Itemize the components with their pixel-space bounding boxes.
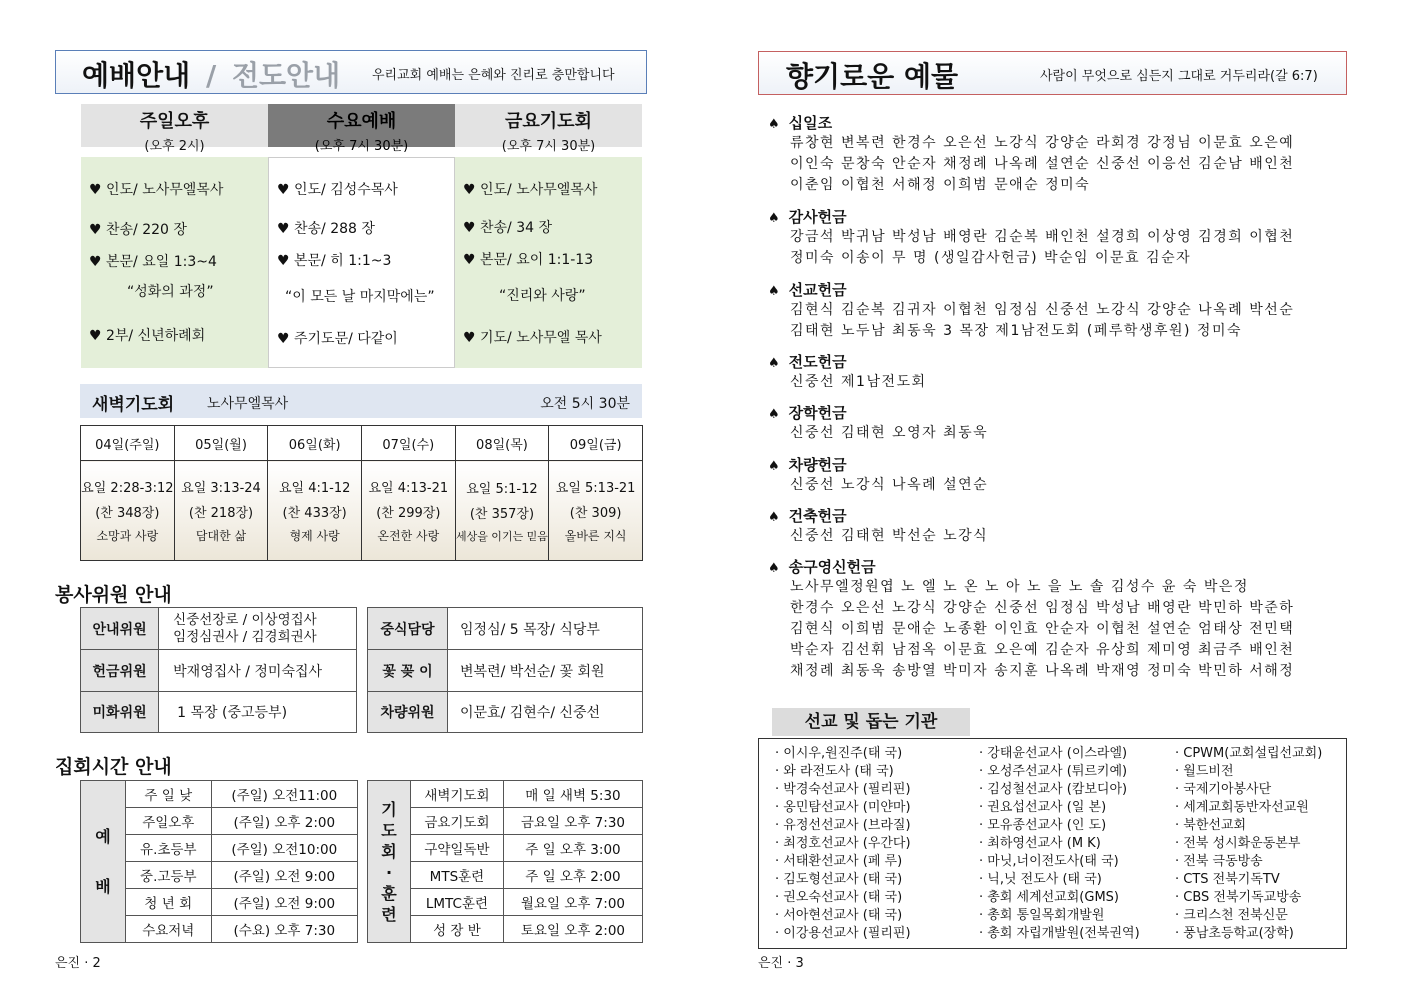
meeting-name: LMTC훈련 [411, 889, 504, 916]
mission-item: · 유정선선교사 (브라질) [775, 818, 911, 833]
offering-heading: 송구영신헌금 [788, 558, 876, 576]
meeting-time: 주 일 오후 2:00 [503, 862, 642, 889]
dawn-prayer-leader: 노사무엘목사 [207, 396, 289, 412]
mission-item: · 옹민탐선교사 (미얀마) [775, 800, 911, 815]
service-extra: ♥ 기도/ 노사무엘 목사 [463, 330, 602, 346]
day-hymn: (찬 299장) [376, 506, 441, 521]
meeting-time: (주일) 오전11:00 [211, 781, 357, 808]
dawn-prayer-bar [80, 384, 642, 418]
day-cell [455, 461, 549, 561]
meeting-time: (주일) 오후 2:00 [211, 808, 357, 835]
mission-item: · 최하영선교사 (M K) [979, 836, 1101, 851]
day-scripture: 요일 5:13-21 [555, 481, 636, 496]
prayer-label-char: 회 [381, 841, 397, 861]
volunteer-role: 차량위원 [368, 692, 448, 733]
offering-heading: 감사헌금 [788, 208, 847, 226]
day-scripture: 요일 2:28-3:12 [81, 481, 174, 496]
volunteer-names: 변복련/ 박선순/ 꽃 회원 [448, 650, 643, 692]
mission-item: · 전북 극동방송 [1175, 854, 1263, 869]
offering-line: 박순자 김선휘 남점옥 이문효 오은예 김순자 유상희 제미영 최금주 배인천 [790, 642, 1295, 658]
offering-line: 노사무엘정원엽 노 엘 노 온 노 아 노 을 노 솔 김성수 윤 숙 박은정 [790, 579, 1249, 595]
meeting-time: (주일) 오전10:00 [211, 835, 357, 862]
day-theme: 올바른 지식 [564, 529, 627, 543]
meeting-name: 금요기도회 [411, 808, 504, 835]
volunteer-role: 꽃 꽂 이 [368, 650, 448, 692]
meeting-name: 중.고등부 [126, 862, 212, 889]
volunteer-names: 박재영집사 / 정미숙집사 [159, 650, 357, 692]
meeting-name: MTS훈련 [411, 862, 504, 889]
volunteer-section-title: 봉사위원 안내 [55, 584, 172, 606]
service-extra: ♥ 주기도문/ 다같이 [277, 331, 398, 347]
offering-line: 류창현 변복련 한경수 오은선 노강식 강양순 라회경 강정님 이문효 오은예 [790, 135, 1295, 151]
mission-item: · 김도형선교사 (태 국) [775, 872, 903, 887]
mission-item: · 총회 세계선교회(GMS) [979, 890, 1119, 905]
mission-item: · 와 라전도사 (태 국) [775, 764, 894, 779]
offering-heading: 장학헌금 [788, 404, 847, 422]
page-subtitle: 우리교회 예배는 은혜와 진리로 충만합니다 [372, 68, 615, 83]
mission-item: · 강태윤선교사 (이스라엘) [979, 746, 1128, 761]
day-hymn: (찬 348장) [95, 506, 160, 521]
meeting-time: (주일) 오전 9:00 [211, 889, 357, 916]
day-cell [549, 461, 643, 561]
mission-item: · 이강용선교사 (필리핀) [775, 926, 911, 941]
service-time: (오후 2시) [144, 139, 205, 154]
meeting-section-title: 집회시간 안내 [55, 756, 172, 778]
prayer-label-char: 도 [381, 820, 397, 840]
offering-heading: 선교헌금 [788, 281, 847, 299]
service-leader: ♥ 인도/ 노사무엘목사 [89, 182, 224, 198]
mission-item: · 세계교회동반자선교원 [1175, 800, 1309, 815]
spade-icon: ♠ [768, 561, 780, 576]
day-hymn: (찬 218장) [188, 506, 254, 521]
day-hymn: (찬 357장) [469, 506, 535, 522]
mission-item: · 모유종선교사 (인 도) [979, 818, 1107, 833]
offering-group-evangelism [768, 351, 927, 393]
meeting-name: 새벽기도회 [411, 781, 504, 808]
day-header: 09일(금) [549, 426, 643, 461]
mission-item: · 권오숙선교사 (태 국) [775, 890, 903, 905]
offering-group-thanks [768, 206, 1294, 269]
meeting-name: 주 일 낮 [126, 781, 212, 808]
meeting-time: (수요) 오후 7:30 [211, 916, 357, 943]
page-number-left: 은진 · 2 [55, 956, 101, 971]
offering-line: 신중선 노강식 나옥례 설연순 [790, 477, 989, 493]
volunteer-role: 중식담당 [368, 608, 448, 650]
spade-icon: ♠ [768, 117, 780, 132]
service-name: 주일오후 [139, 111, 210, 132]
mission-item: · 총회 통일목회개발원 [979, 908, 1105, 923]
prayer-label-char: · [385, 862, 393, 882]
mission-item: · 이시우,원진주(태 국) [775, 746, 903, 761]
offering-group-tithe [768, 112, 1294, 196]
day-header: 05일(월) [174, 426, 268, 461]
meeting-name: 청 년 회 [126, 889, 212, 916]
service-scripture: ♥ 본문/ 요일 1:3~4 [89, 254, 217, 270]
offering-subtitle: 사람이 무엇으로 심든지 그대로 거두리라(갈 6:7) [1040, 69, 1318, 84]
spade-icon: ♠ [768, 211, 780, 226]
worship-label-char: 배 [95, 876, 111, 896]
offering-line: 채정례 최동욱 송방열 박미자 송지훈 나옥례 박재영 정미숙 박민하 서해정 [790, 663, 1295, 679]
offering-line: 정미숙 이송이 무 명 (생일감사헌금) 박순임 이문효 김순자 [790, 250, 1192, 266]
volunteer-names: 1 목장 (중고등부) [159, 692, 357, 733]
prayer-label-char: 훈 [381, 883, 397, 903]
sermon-title: “진리와 사랑” [499, 288, 586, 304]
sermon-title: “성화의 과정” [127, 284, 214, 300]
mission-item: · 오성주선교사 (튀르키예) [979, 764, 1128, 779]
service-scripture: ♥ 본문/ 요이 1:1-13 [463, 252, 594, 268]
page-number-right: 은진 · 3 [758, 956, 804, 971]
mission-column-3 [1175, 745, 1322, 943]
service-header-friday [455, 104, 642, 154]
service-time: (오후 7시 30분) [314, 139, 409, 154]
offering-heading: 전도헌금 [788, 353, 847, 371]
mission-item: · CBS 전북기독교방송 [1175, 890, 1302, 905]
mission-item: · 크리스천 전북신문 [1175, 908, 1288, 923]
meeting-name: 수요저녁 [126, 916, 212, 943]
offering-line: 신중선 제1남전도회 [790, 374, 927, 390]
meeting-name: 성 장 반 [411, 916, 504, 943]
day-scripture: 요일 5:1-12 [466, 481, 538, 497]
service-detail-sunday [81, 157, 268, 368]
spade-icon: ♠ [768, 284, 780, 299]
volunteer-names: 임정심/ 5 목장/ 식당부 [448, 608, 643, 650]
prayer-label [368, 781, 411, 943]
volunteer-role: 안내위원 [81, 608, 159, 650]
mission-item: · 북한선교회 [1175, 818, 1247, 833]
volunteer-role: 헌금위원 [81, 650, 159, 692]
mission-item: · 국제기아봉사단 [1175, 782, 1272, 797]
meeting-name: 구약일독반 [411, 835, 504, 862]
service-leader: ♥ 인도/ 노사무엘목사 [463, 182, 598, 198]
meeting-time: 토요일 오후 2:00 [503, 916, 642, 943]
volunteer-table-left [80, 607, 357, 733]
spade-icon: ♠ [768, 356, 780, 371]
mission-box [758, 738, 1347, 949]
day-theme: 형제 사랑 [289, 529, 340, 543]
offering-group-vehicle [768, 454, 988, 496]
offering-line: 신중선 김태현 박선순 노강식 [790, 528, 989, 544]
service-hymn: ♥ 찬송/ 288 장 [277, 221, 375, 237]
volunteer-line: 신중선장로 / 이상영집사 [173, 611, 317, 628]
service-name: 금요기도회 [505, 111, 592, 132]
service-hymn: ♥ 찬송/ 220 장 [89, 222, 187, 238]
day-scripture: 요일 4:13-21 [368, 481, 449, 496]
volunteer-table-right [367, 607, 643, 733]
dawn-prayer-title: 새벽기도회 [92, 395, 175, 415]
meeting-name: 주일오후 [126, 808, 212, 835]
offering-line: 김현식 김순복 김귀자 이협천 임정심 신중선 노강식 강양순 나옥례 박선순 [790, 302, 1295, 318]
worship-times-table [80, 780, 358, 943]
day-header: 07일(수) [361, 426, 455, 461]
title-slash: / [205, 59, 217, 92]
mission-item: · 서태환선교사 (페 루) [775, 854, 903, 869]
meeting-time: (주일) 오전 9:00 [211, 862, 357, 889]
day-cell [174, 461, 268, 561]
spade-icon: ♠ [768, 407, 780, 422]
mission-item: · CTS 전북기독TV [1175, 872, 1280, 887]
offering-heading: 건축헌금 [788, 507, 847, 525]
mission-item: · 서아현선교사 (태 국) [775, 908, 903, 923]
offering-line: 한경수 오은선 노강식 강양순 신중선 임정심 박성남 배영란 박민하 박준하 [790, 600, 1295, 616]
spade-icon: ♠ [768, 459, 780, 474]
prayer-training-table [367, 780, 643, 943]
day-theme: 소망과 사랑 [96, 529, 159, 543]
meeting-time: 금요일 오후 7:30 [503, 808, 642, 835]
service-detail-friday [455, 157, 642, 368]
service-time: (오후 7시 30분) [501, 139, 596, 154]
offering-heading: 십일조 [788, 114, 833, 132]
mission-item: · 김성철선교사 (캄보디아) [979, 782, 1128, 797]
service-leader: ♥ 인도/ 김성수목사 [277, 182, 398, 198]
worship-label-char: 예 [95, 826, 111, 846]
volunteer-names: 이문효/ 김현수/ 신중선 [448, 692, 643, 733]
dawn-prayer-table [80, 425, 643, 561]
day-header: 08일(목) [455, 426, 549, 461]
meeting-time: 월요일 오후 7:00 [503, 889, 642, 916]
day-scripture: 요일 4:1-12 [278, 481, 351, 496]
day-theme: 담대한 삶 [195, 529, 247, 543]
offering-title: 향기로운 예물 [786, 60, 959, 93]
mission-section-title: 선교 및 돕는 기관 [772, 708, 970, 736]
service-scripture: ♥ 본문/ 히 1:1~3 [277, 253, 392, 269]
mission-item: · 최정호선교사 (우간다) [775, 836, 911, 851]
title-worship: 예배안내 [82, 59, 191, 92]
mission-item: · 권요섭선교사 (일 본) [979, 800, 1107, 815]
offering-line: 이인숙 문창숙 안순자 채정례 나옥례 설연순 신중선 이응선 김순남 배인천 [790, 156, 1295, 172]
offering-line: 김태현 노두남 최동욱 3 목장 제1남전도회 (페루학생후원) 정미숙 [790, 323, 1242, 339]
service-hymn: ♥ 찬송/ 34 장 [463, 220, 553, 236]
title-evangelism: 전도안내 [231, 59, 341, 92]
day-cell [268, 461, 362, 561]
day-cell [81, 461, 175, 561]
day-hymn: (찬 309) [569, 506, 622, 521]
service-header-sunday [81, 104, 268, 154]
offering-group-building [768, 505, 988, 547]
mission-item: · CPWM(교회설립선교회) [1175, 746, 1323, 761]
offering-group-newyear [768, 556, 1294, 682]
prayer-label-char: 련 [381, 904, 397, 924]
day-header: 04일(주일) [81, 426, 175, 461]
mission-item: · 풍남초등학교(장학) [1175, 926, 1294, 941]
day-theme: 세상을 이기는 믿음 [455, 529, 548, 543]
day-scripture: 요일 3:13-24 [181, 481, 261, 496]
mission-item: · 전북 성시화운동본부 [1175, 836, 1301, 851]
day-theme: 온전한 사랑 [377, 529, 440, 543]
volunteer-role: 미화위원 [81, 692, 159, 733]
mission-item: · 월드비전 [1175, 764, 1234, 779]
prayer-label-char: 기 [381, 799, 397, 819]
spade-icon: ♠ [768, 510, 780, 525]
service-name: 수요예배 [326, 111, 397, 132]
mission-item: · 닉,닛 전도사 (태 국) [979, 872, 1102, 887]
day-hymn: (찬 433장) [282, 506, 347, 521]
mission-item: · 박경숙선교사 (필리핀) [775, 782, 911, 797]
offering-line: 신중선 김태현 오영자 최동욱 [790, 425, 989, 441]
offering-heading: 차량헌금 [788, 456, 847, 474]
sermon-title: “이 모든 날 마지막에는” [285, 289, 435, 305]
volunteer-names [159, 608, 357, 650]
offering-line: 이춘임 이협천 서해정 이희범 문애순 정미숙 [790, 177, 1091, 193]
offering-line: 김현식 이희범 문애순 노종환 이인효 안순자 이협천 설연순 엄태상 전민택 [790, 621, 1295, 637]
service-header-wednesday [268, 104, 455, 154]
dawn-prayer-time: 오전 5시 30분 [540, 396, 630, 412]
offering-group-mission [768, 279, 1294, 342]
page-title [82, 54, 340, 94]
day-header: 06일(화) [268, 426, 362, 461]
mission-item: · 총회 자립개발원(전북권역) [979, 926, 1140, 941]
meeting-name: 유.초등부 [126, 835, 212, 862]
offering-group-scholarship [768, 402, 988, 444]
day-cell [361, 461, 455, 561]
service-extra: ♥ 2부/ 신년하례회 [89, 328, 206, 344]
meeting-time: 주 일 오후 3:00 [503, 835, 642, 862]
mission-column-1 [775, 745, 911, 943]
mission-column-2 [979, 745, 1140, 943]
mission-item: · 마닛,너이전도사(태 국) [979, 854, 1119, 869]
meeting-time: 매 일 새벽 5:30 [503, 781, 642, 808]
volunteer-line: 임정심권사 / 김경희권사 [173, 628, 317, 645]
offering-line: 강금석 박귀남 박성남 배영란 김순복 배인천 설경희 이상영 김경희 이협천 [790, 229, 1295, 245]
worship-label [81, 781, 126, 943]
service-detail-wednesday [268, 157, 455, 368]
